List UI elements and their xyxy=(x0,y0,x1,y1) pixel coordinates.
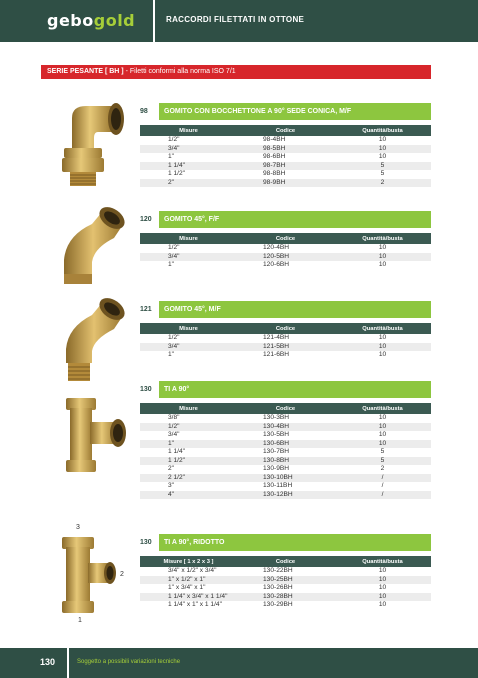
table-row xyxy=(140,448,431,457)
cell-size: 1" xyxy=(168,351,175,358)
cell-size: 1 1/4" x 1" x 1 1/4" xyxy=(168,601,222,608)
series-note: - Filetti conformi alla norma ISO 7/1 xyxy=(123,68,236,75)
cell-qty: 2 xyxy=(380,465,385,472)
cell-size: 4" xyxy=(140,491,237,500)
cell-qty: / xyxy=(334,491,431,500)
section-header xyxy=(140,381,431,398)
cell-code: 130-11BH xyxy=(263,482,293,489)
cell-qty: 10 xyxy=(378,584,387,591)
page-title: RACCORDI FILETTATI IN OTTONE xyxy=(166,15,305,24)
cell-size: 3/4" xyxy=(140,253,237,262)
footer-page-panel xyxy=(0,648,67,678)
col-header-code: Codice xyxy=(237,323,334,334)
cell-size: 2 1/2" xyxy=(140,474,237,483)
section-header xyxy=(140,211,431,228)
table-row xyxy=(140,136,431,145)
elbow-45-ff-image xyxy=(58,204,128,286)
cell-size: 1 1/4" xyxy=(140,162,237,171)
cell-qty: 10 xyxy=(334,145,431,154)
cell-size: 1/2" xyxy=(140,423,237,432)
col-header-size: Misure [ 1 x 2 x 3 ] xyxy=(140,556,237,567)
cell-size: 1/2" xyxy=(168,334,180,341)
cell-code: 98-7BH xyxy=(237,162,334,171)
section-code: 120 xyxy=(140,216,152,223)
section-name: GOMITO CON BOCCHETTONE A 90° SEDE CONICA, M/F xyxy=(159,103,431,120)
cell-code: 130-9BH xyxy=(263,465,290,472)
cell-qty: 10 xyxy=(378,601,387,608)
cell-code: 130-7BH xyxy=(263,448,290,455)
table-row xyxy=(140,253,431,262)
section-name: TI A 90°, RIDOTTO xyxy=(159,534,431,551)
cell-qty: 10 xyxy=(378,351,387,358)
cell-qty: 10 xyxy=(378,244,387,251)
cell-qty: 10 xyxy=(334,423,431,432)
product-table xyxy=(140,323,431,360)
section-header xyxy=(140,534,431,551)
diagram-label-top: 3 xyxy=(76,524,80,531)
col-header-qty: Quantità/busta xyxy=(334,233,431,244)
product-table xyxy=(140,233,431,270)
table-row xyxy=(140,491,431,500)
cell-code: 130-4BH xyxy=(237,423,334,432)
cell-qty: 10 xyxy=(378,567,387,574)
table-row xyxy=(140,474,431,483)
col-header-qty: Quantità/busta xyxy=(334,323,431,334)
cell-code: 130-28BH xyxy=(237,593,334,602)
cell-code: 121-5BH xyxy=(237,343,334,352)
cell-size: 1" xyxy=(168,261,175,268)
cell-code: 98-4BH xyxy=(263,136,286,143)
cell-code: 130-29BH xyxy=(263,601,293,608)
section-code: 98 xyxy=(140,108,148,115)
cell-code: 98-9BH xyxy=(237,179,334,188)
cell-size: 1 1/4" xyxy=(168,448,186,455)
cell-qty: 5 xyxy=(380,448,385,455)
cell-code: 130-25BH xyxy=(237,576,334,585)
tee-90-image xyxy=(58,396,130,476)
table-row xyxy=(140,465,431,474)
cell-code: 130-8BH xyxy=(237,457,334,466)
table-row xyxy=(140,440,431,449)
cell-qty: 10 xyxy=(334,343,431,352)
cell-code: 98-8BH xyxy=(263,170,286,177)
table-row xyxy=(140,244,431,253)
product-section-120 xyxy=(140,211,431,270)
cell-size: 3" xyxy=(168,482,175,489)
section-name: GOMITO 45°, F/F xyxy=(159,211,431,228)
section-code: 121 xyxy=(140,306,152,313)
cell-size: 3/4" xyxy=(140,145,237,154)
footer-note: Soggetto a possibili variazioni tecniche xyxy=(77,659,181,665)
cell-size: 1" xyxy=(168,153,175,160)
col-header-qty: Quantità/busta xyxy=(334,125,431,136)
table-row xyxy=(140,601,431,610)
product-table xyxy=(140,556,431,610)
cell-size: 3/8" xyxy=(168,414,180,421)
product-section-130 xyxy=(140,381,431,499)
cell-qty: 5 xyxy=(380,170,385,177)
product-table xyxy=(140,403,431,499)
col-header-size: Misure xyxy=(140,125,237,136)
page-number: 130 xyxy=(40,657,56,667)
cell-qty: 10 xyxy=(378,153,387,160)
series-banner xyxy=(41,65,431,79)
cell-size: 1" xyxy=(140,440,237,449)
cell-qty: 10 xyxy=(334,593,431,602)
cell-size: 1 1/2" xyxy=(140,457,237,466)
table-row xyxy=(140,414,431,423)
cell-qty: 10 xyxy=(334,576,431,585)
col-header-size: Misure xyxy=(140,323,237,334)
cell-size: 1 1/4" x 3/4" x 1 1/4" xyxy=(140,593,237,602)
col-header-size: Misure xyxy=(140,403,237,414)
cell-code: 130-12BH xyxy=(237,491,334,500)
cell-size: 3/4" xyxy=(168,431,180,438)
table-row xyxy=(140,261,431,270)
cell-code: 130-26BH xyxy=(263,584,293,591)
cell-qty: 10 xyxy=(334,253,431,262)
cell-code: 130-6BH xyxy=(237,440,334,449)
series-label: SERIE PESANTE [ BH ] xyxy=(47,68,124,75)
section-header xyxy=(140,301,431,318)
cell-size: 1/2" xyxy=(168,244,180,251)
cell-code: 130-22BH xyxy=(263,567,293,574)
cell-code: 120-6BH xyxy=(263,261,290,268)
cell-code: 130-5BH xyxy=(263,431,290,438)
section-name: TI A 90° xyxy=(159,381,431,398)
cell-size: 1" x 1/2" x 1" xyxy=(140,576,237,585)
table-row xyxy=(140,343,431,352)
table-row xyxy=(140,170,431,179)
table-row xyxy=(140,576,431,585)
section-code: 130 xyxy=(140,539,152,546)
table-row xyxy=(140,567,431,576)
table-row xyxy=(140,482,431,491)
col-header-size: Misure xyxy=(140,233,237,244)
cell-size: 3/4" xyxy=(140,343,237,352)
col-header-code: Codice xyxy=(237,233,334,244)
cell-qty: 2 xyxy=(334,179,431,188)
col-header-code: Codice xyxy=(237,403,334,414)
cell-qty: / xyxy=(381,482,384,489)
col-header-code: Codice xyxy=(237,556,334,567)
cell-code: 121-4BH xyxy=(263,334,290,341)
col-header-code: Codice xyxy=(237,125,334,136)
col-header-qty: Quantità/busta xyxy=(334,556,431,567)
cell-code: 120-5BH xyxy=(237,253,334,262)
product-section-130-reduced xyxy=(140,534,431,610)
cell-size: 1 1/2" xyxy=(168,170,186,177)
cell-qty: 10 xyxy=(378,136,387,143)
table-row xyxy=(140,334,431,343)
reduced-tee-image xyxy=(58,533,122,617)
table-row xyxy=(140,179,431,188)
cell-code: 98-6BH xyxy=(263,153,286,160)
cell-code: 121-6BH xyxy=(263,351,290,358)
col-header-qty: Quantità/busta xyxy=(334,403,431,414)
diagram-label-side: 2 xyxy=(120,571,124,578)
brand-logo: gebogold xyxy=(47,11,136,30)
elbow-union-image xyxy=(50,98,132,190)
cell-code: 130-3BH xyxy=(263,414,290,421)
table-row xyxy=(140,593,431,602)
table-row xyxy=(140,584,431,593)
cell-code: 98-5BH xyxy=(237,145,334,154)
cell-size: 2" xyxy=(168,465,175,472)
product-section-98 xyxy=(140,103,431,187)
cell-size: 1" x 3/4" x 1" xyxy=(168,584,206,591)
cell-size: 3/4" x 1/2" x 3/4" xyxy=(168,567,217,574)
cell-qty: / xyxy=(334,474,431,483)
cell-qty: 10 xyxy=(378,334,387,341)
table-row xyxy=(140,162,431,171)
cell-code: 130-10BH xyxy=(237,474,334,483)
cell-qty: 10 xyxy=(378,431,387,438)
section-code: 130 xyxy=(140,386,152,393)
product-section-121 xyxy=(140,301,431,360)
table-row xyxy=(140,457,431,466)
cell-code: 120-4BH xyxy=(263,244,290,251)
cell-size: 1/2" xyxy=(168,136,180,143)
diagram-label-bottom: 1 xyxy=(78,617,82,624)
table-row xyxy=(140,431,431,440)
section-name: GOMITO 45°, M/F xyxy=(159,301,431,318)
cell-size: 2" xyxy=(140,179,237,188)
table-row xyxy=(140,153,431,162)
product-table xyxy=(140,125,431,187)
table-row xyxy=(140,351,431,360)
section-header xyxy=(140,103,431,120)
cell-qty: 10 xyxy=(378,414,387,421)
cell-qty: 10 xyxy=(378,261,387,268)
cell-qty: 5 xyxy=(334,162,431,171)
cell-qty: 10 xyxy=(334,440,431,449)
table-row xyxy=(140,145,431,154)
cell-qty: 5 xyxy=(334,457,431,466)
elbow-45-mf-image xyxy=(58,297,128,383)
table-row xyxy=(140,423,431,432)
